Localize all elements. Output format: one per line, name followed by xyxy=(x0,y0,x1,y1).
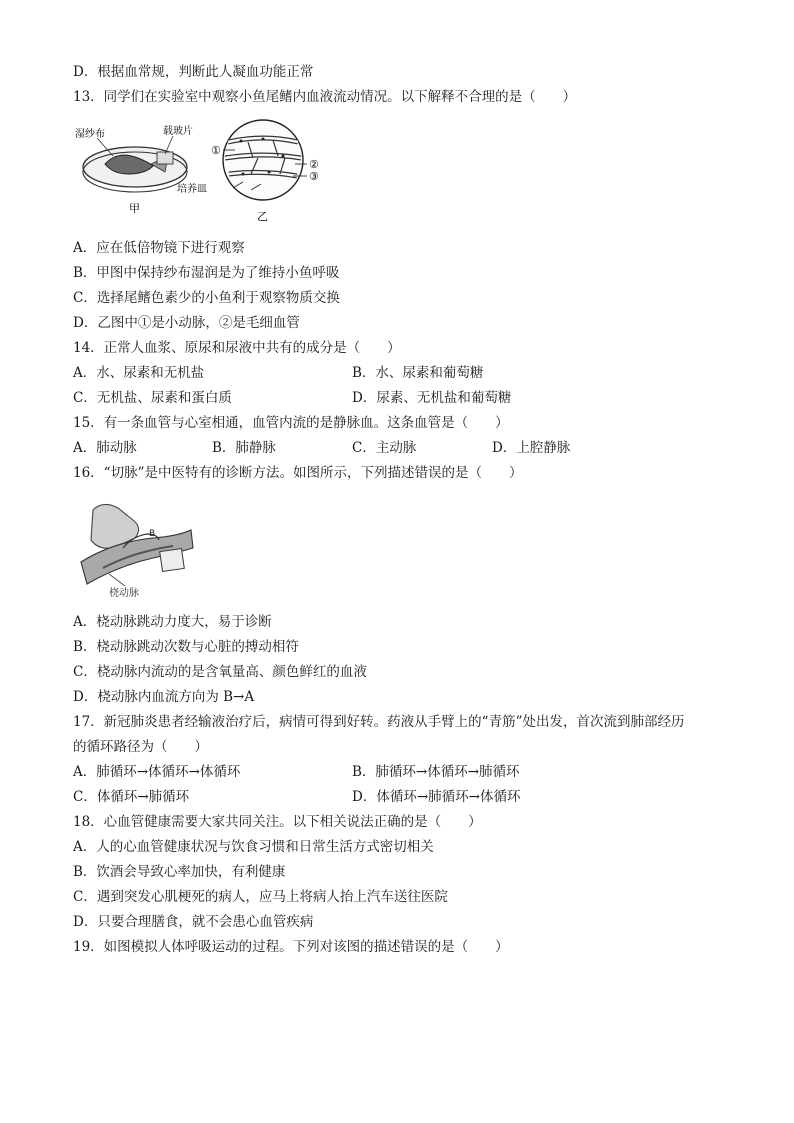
q15-option-b: B．肺静脉 xyxy=(212,440,276,456)
label-2: ② xyxy=(309,158,319,171)
q14-option-d: D．尿素、无机盐和葡萄糖 xyxy=(352,390,512,406)
q14-option-a: A．水、尿素和无机盐 xyxy=(73,365,205,381)
q18-option-d: D．只要合理膳食，就不会患心血管疾病 xyxy=(73,914,314,930)
q14-stem: 14．正常人血浆、原尿和尿液中共有的成分是（ ） xyxy=(73,340,401,356)
q14-option-b: B．水、尿素和葡萄糖 xyxy=(352,365,484,381)
q18-option-a: A．人的心血管健康状况与饮食习惯和日常生活方式密切相关 xyxy=(73,839,434,855)
q18-stem: 18．心血管健康需要大家共同关注。以下相关说法正确的是（ ） xyxy=(73,814,482,830)
q19-stem: 19．如图模拟人体呼吸运动的过程。下列对该图的描述错误的是（ ） xyxy=(73,939,509,955)
q13-option-d: D．乙图中①是小动脉，②是毛细血管 xyxy=(73,315,300,331)
q16-option-d: D．桡动脉内血流方向为 B→A xyxy=(73,689,255,705)
q15-stem: 15．有一条血管与心室相通，血管内流的是静脉血。这条血管是（ ） xyxy=(73,415,509,431)
q13-option-a: A．应在低倍物镜下进行观察 xyxy=(73,240,245,256)
label-jia: 甲 xyxy=(129,202,140,215)
q18-option-b: B．饮酒会导致心率加快，有利健康 xyxy=(73,864,286,880)
label-1: ① xyxy=(211,144,221,157)
q17-option-a: A．肺循环→体循环→体循环 xyxy=(73,764,241,780)
q16-option-a: A．桡动脉跳动力度大，易于诊断 xyxy=(73,614,272,630)
label-yi: 乙 xyxy=(257,210,268,223)
q17-option-d: D．体循环→肺循环→体循环 xyxy=(352,789,521,805)
q18-option-c: C．遇到突发心肌梗死的病人，应马上将病人抬上汽车送往医院 xyxy=(73,889,448,905)
label-cloth: 湿纱布 xyxy=(75,129,105,140)
label-b: B xyxy=(149,529,156,539)
q12-option-d: D．根据血常规，判断此人凝血功能正常 xyxy=(73,64,314,80)
q17-stem-line1: 17．新冠肺炎患者经输液治疗后，病情可得到好转。药液从手臂上的“青筋”处出发，首次流到肺部经历 xyxy=(73,714,685,730)
q16-figure-pulse xyxy=(73,490,195,602)
q14-option-c: C．无机盐、尿素和蛋白质 xyxy=(73,390,232,406)
q13-option-c: C．选择尾鳍色素少的小鱼利于观察物质交换 xyxy=(73,290,340,306)
q16-option-c: C．桡动脉内流动的是含氧量高、颜色鲜红的血液 xyxy=(73,664,367,680)
label-3: ③ xyxy=(309,170,319,183)
q15-option-d: D．上腔静脉 xyxy=(492,440,571,456)
q15-option-c: C．主动脉 xyxy=(352,440,417,456)
label-radial-artery: 桡动脉 xyxy=(109,588,139,599)
q13-stem: 13．同学们在实验室中观察小鱼尾鳍内血液流动情况。以下解释不合理的是（ ） xyxy=(73,89,577,105)
q16-option-b: B．桡动脉跳动次数与心脏的搏动相符 xyxy=(73,639,299,655)
q15-option-a: A．肺动脉 xyxy=(73,440,137,456)
q13-figure-fish-tail xyxy=(73,112,323,224)
q17-option-b: B．肺循环→体循环→肺循环 xyxy=(352,764,520,780)
q16-stem: 16．“切脉”是中医特有的诊断方法。如图所示，下列描述错误的是（ ） xyxy=(73,465,523,481)
q17-stem-line2: 的循环路径为（ ） xyxy=(73,739,208,755)
q17-option-c: C．体循环→肺循环 xyxy=(73,789,190,805)
label-slide: 载玻片 xyxy=(163,126,193,137)
label-dish: 培养皿 xyxy=(177,184,207,195)
q13-option-b: B．甲图中保持纱布湿润是为了维持小鱼呼吸 xyxy=(73,265,340,281)
